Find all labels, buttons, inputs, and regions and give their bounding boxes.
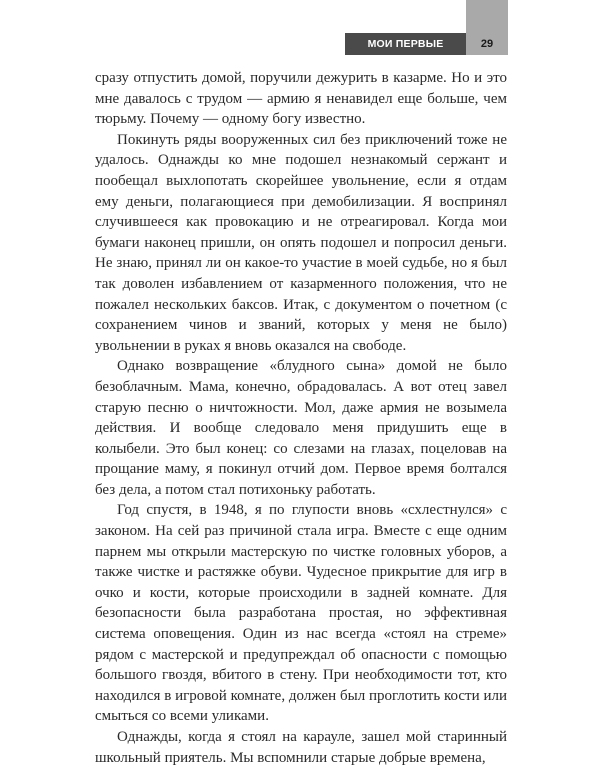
- paragraph-2: Покинуть ряды вооруженных сил без приключений тоже не удалось. Однажды ко мне подошел незнакомый сержант и пообещал выхлопотать скорейшее увольнение, если я отдам ему деньги, полагающиеся при демобилизации. Я воспринял случившееся как провокацию и не отреагировал. Когда мои бумаги наконец пришли, он опять подошел и попросил деньги. Не знаю, принял ли он какое-то участие в моей судьбе, но я был так доволен избавлением от казарменного положения, что не пожалел нескольких баксов. Итак, с документом о почетном (с сохранением чинов и званий, которых у меня не было) увольнении в руках я вновь оказался на свободе.: [95, 131, 507, 354]
- page-number: 29: [480, 38, 494, 50]
- body-text: [95, 68, 507, 768]
- page-number-tab: [466, 0, 508, 55]
- paragraph-3: Однако возвращение «блудного сына» домой не было безоблачным. Мама, конечно, обрадовалась. А вот отец завел старую песню о ничтожности. Мол, даже армия не возымела действия. И вообще следовало меня придушить еще в колыбели. Это был конец: со слезами на глазах, поцеловав на прощание маму, я покинул отчий дом. Первое время болтался без дела, а потом стал потихоньку работать.: [95, 358, 507, 498]
- paragraph-4: Год спустя, в 1948, я по глупости вновь «схлестнулся» с законом. На сей раз причиной стала игра. Вместе с еще одним парнем мы открыли мастерскую по чистке головных уборов, а также чистке и растяжке обуви. Чудесное прикрытие для игр в очко и кости, которые происходили в задней комнате. Для безопасности была разработана простая, но эффективная система оповещения. Один из нас всегда «стоял на стреме» рядом с мастерской и предупреждал об опасности с помощью большого гвоздя, вбитого в стену. При необходимости тот, кто находился в игровой комнате, должен был проглотить кости или смыться со всеми уликами.: [95, 502, 507, 725]
- section-title: МОИ ПЕРВЫЕ ПРОДАЖИ: [367, 38, 444, 72]
- paragraph-1: сразу отпустить домой, поручили дежурить в казарме. Но и это мне давалось с трудом — армию я ненавидел еще больше, чем тюрьму. Почему — одному богу известно.: [95, 70, 507, 128]
- paragraph-5: Однажды, когда я стоял на карауле, зашел мой старинный школьный приятель. Мы вспомнили старые добрые времена,: [95, 729, 507, 766]
